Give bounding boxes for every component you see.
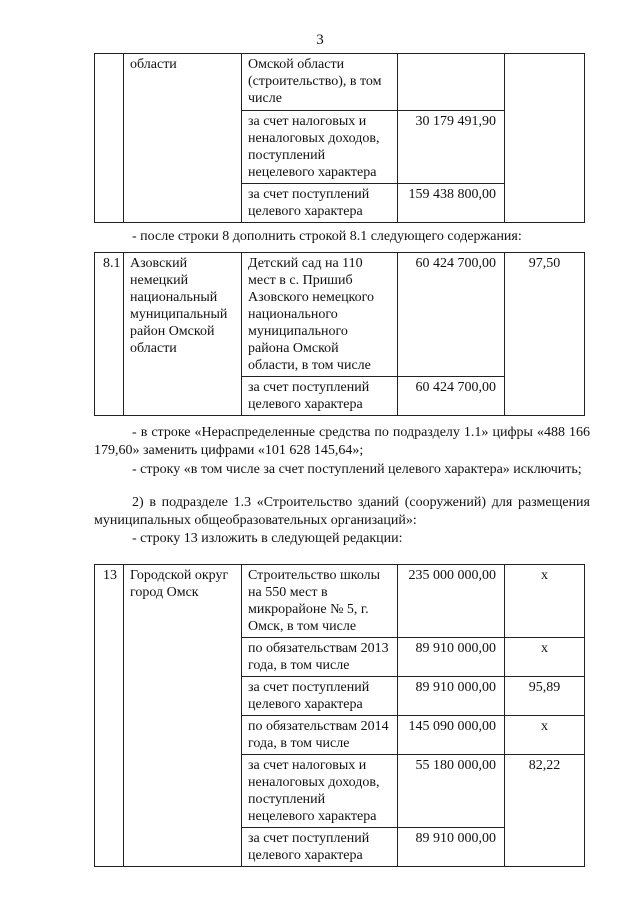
object-description-cell: за счет налоговых и неналоговых доходов, поступлений нецелевого характера: [242, 111, 398, 184]
instruction-paragraph: - после строки 8 дополнить строкой 8.1 следующего содержания:: [132, 229, 522, 244]
amount-cell: 60 424 700,00: [398, 253, 505, 377]
amount-cell: 235 000 000,00: [398, 565, 505, 638]
amount-cell: 89 910 000,00: [398, 828, 505, 867]
row-number-cell: 8.1: [95, 253, 124, 416]
amount-cell: 159 438 800,00: [398, 184, 505, 223]
object-description-cell: по обязательствам 2013 года, в том числе: [242, 638, 398, 677]
percent-cell: 82,22: [505, 755, 585, 867]
object-description-cell: по обязательствам 2014 года, в том числе: [242, 716, 398, 755]
instruction-paragraph: - строку 13 изложить в следующей редакции:: [132, 531, 403, 546]
amount-cell: 60 424 700,00: [398, 377, 505, 416]
object-description-cell: за счет поступлений целевого характера: [242, 828, 398, 867]
amount-cell: [398, 54, 505, 111]
municipality-cell: Азовский немецкий национальный муниципальный район Омской области: [124, 253, 242, 416]
page-number: 3: [316, 32, 324, 48]
budget-table-continued: [94, 53, 585, 223]
object-description-cell: за счет поступлений целевого характера: [242, 184, 398, 223]
municipality-cell: области: [124, 54, 242, 223]
percent-cell: x: [505, 638, 585, 677]
row-number-cell: 13: [95, 565, 124, 867]
amount-cell: 145 090 000,00: [398, 716, 505, 755]
percent-cell: x: [505, 565, 585, 638]
percent-cell: [505, 54, 585, 223]
table-row: [95, 565, 585, 638]
table-row: [95, 253, 585, 377]
amount-cell: 89 910 000,00: [398, 677, 505, 716]
object-description-cell: Строительство школы на 550 мест в микрорайоне № 5, г. Омск, в том числе: [242, 565, 398, 638]
row-number-cell: [95, 54, 124, 223]
percent-cell: x: [505, 716, 585, 755]
budget-table-row-13: [94, 564, 585, 867]
budget-table-row-8-1: [94, 252, 585, 416]
municipality-cell: Городской округ город Омск: [124, 565, 242, 867]
object-description-cell: за счет поступлений целевого характера: [242, 377, 398, 416]
percent-cell: 95,89: [505, 677, 585, 716]
table-row: [95, 54, 585, 111]
percent-cell: 97,50: [505, 253, 585, 416]
object-description-cell: за счет налоговых и неналоговых доходов, поступлений нецелевого характера: [242, 755, 398, 828]
amount-cell: 55 180 000,00: [398, 755, 505, 828]
object-description-cell: за счет поступлений целевого характера: [242, 677, 398, 716]
amount-cell: 89 910 000,00: [398, 638, 505, 677]
object-description-cell: Омской области (строительство), в том числе: [242, 54, 398, 111]
amount-cell: 30 179 491,90: [398, 111, 505, 184]
instruction-paragraph: 2) в подразделе 1.3 «Строительство зданий (сооружений) для размещения муниципальных общеобразовательных организаций»:: [94, 495, 590, 528]
instruction-paragraph: - в строке «Нераспределенные средства по подразделу 1.1» цифры «488 166 179,60» заменить цифрами «101 628 145,64»;: [94, 425, 590, 458]
object-description-cell: Детский сад на 110 мест в с. Пришиб Азовского немецкого национального муниципального района Омской области, в том числе: [242, 253, 398, 377]
instruction-paragraph: - строку «в том числе за счет поступлений целевого характера» исключить;: [132, 462, 582, 477]
